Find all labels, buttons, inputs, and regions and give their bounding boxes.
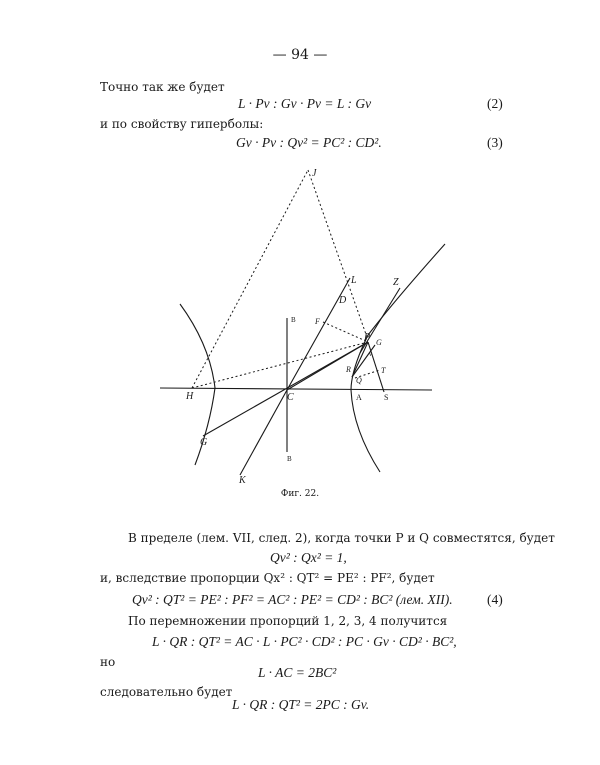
label-a: A	[356, 393, 362, 402]
label-i: J	[312, 168, 317, 179]
equation-unity: Qv² : Qx² = 1,	[270, 550, 347, 565]
label-d: D	[339, 295, 347, 306]
label-g-upper: G	[376, 338, 382, 347]
equation-number-4: (4)	[487, 592, 503, 607]
dotted-h-i	[192, 170, 308, 388]
label-f: F	[315, 317, 320, 326]
equation-number-3: (3)	[487, 135, 503, 150]
paragraph-limit: В пределе (лем. VII, след. 2), когда точки P и Q совместятся, будет	[128, 531, 555, 545]
label-k: K	[239, 475, 246, 486]
line-c-k	[240, 390, 287, 475]
paragraph-multiplication: По перемножении пропорций 1, 2, 3, 4 получится	[128, 614, 448, 628]
equation-result: L · QR : QT² = 2PC : Gv.	[232, 697, 370, 712]
label-q: Q	[356, 376, 362, 385]
text-line-1: Точно так же будет	[100, 80, 225, 94]
dotted-h-p	[192, 342, 368, 388]
equation-3: Gv · Pv : Qv² = PC² : CD².	[236, 135, 382, 150]
equation-product: L · QR : QT² = AC · L · PC² · CD² : PC · Gv · CD² · BC²,	[152, 634, 457, 649]
label-z: Z	[393, 277, 399, 288]
equation-4: Qv² : QT² = PE² : PF² = AC² : PE² = CD² : BC² (лем. XII).	[132, 592, 453, 607]
word-but: но	[100, 655, 116, 669]
dotted-f-p	[323, 322, 371, 343]
label-c: C	[287, 392, 294, 403]
hyperbola-left-branch	[180, 304, 215, 465]
label-g-lower: G	[200, 437, 208, 448]
horizontal-axis	[160, 388, 432, 390]
equation-l-ac: L · AC = 2BC²	[258, 665, 337, 680]
label-l: L	[351, 275, 357, 286]
label-v: v	[369, 350, 373, 358]
text-line-2: и по свойству гиперболы:	[100, 117, 264, 131]
page-number: — 94 —	[272, 47, 328, 63]
label-b-bottom: B	[287, 455, 292, 463]
paragraph-proportion: и, вследствие пропорции Qx² : QT² = PE² : PF², будет	[100, 571, 435, 585]
label-b-top: B	[291, 316, 296, 324]
label-t: T	[381, 366, 386, 375]
figure-caption: Фиг. 22.	[280, 489, 320, 499]
label-h: H	[186, 391, 194, 402]
label-p: P	[364, 332, 371, 343]
equation-2: L · Pv : Gv · Pv = L : Gv	[238, 96, 372, 111]
text-hence: следовательно будет	[100, 685, 233, 699]
label-r: R	[346, 365, 351, 374]
dotted-i-p	[308, 170, 368, 340]
label-s: S	[384, 393, 389, 402]
equation-number-2: (2)	[487, 96, 503, 111]
